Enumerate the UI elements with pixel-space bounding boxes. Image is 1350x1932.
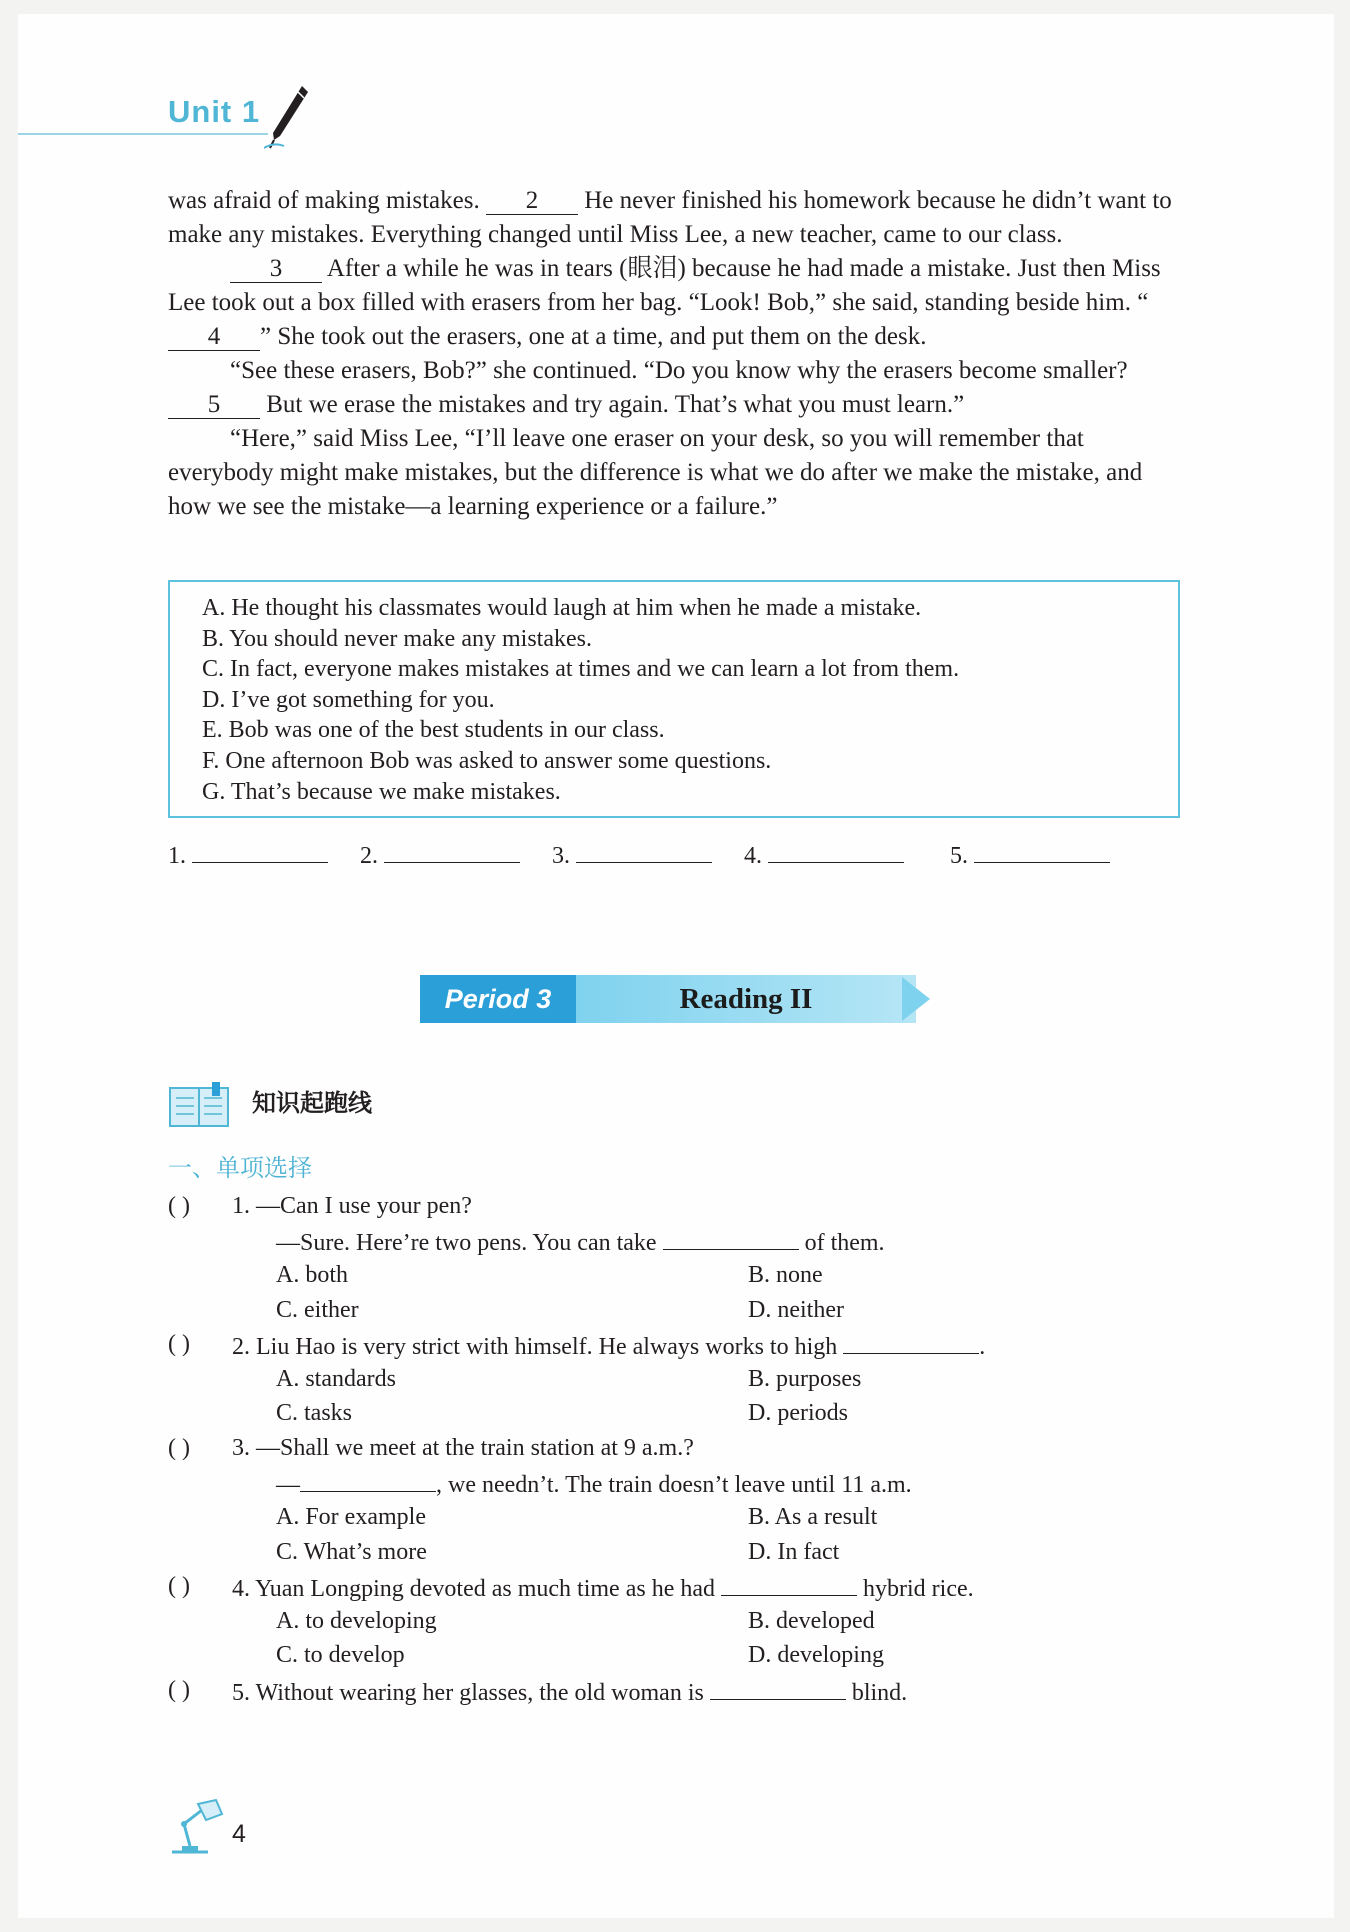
q3-option-d[interactable]: D. In fact bbox=[748, 1539, 840, 1565]
passage-paragraph-1: was afraid of making mistakes. 2 He never finished his homework because he didn’t want to make any mistakes. Everything changed until Miss Lee, a new teacher, came to our class. bbox=[168, 187, 1172, 248]
q5-blank[interactable] bbox=[710, 1677, 846, 1700]
q2-option-c[interactable]: C. tasks bbox=[276, 1400, 353, 1426]
answer-4: 4. bbox=[744, 840, 904, 870]
section-heading: 知识起跑线 bbox=[252, 1089, 372, 1117]
period-title: Reading II bbox=[576, 975, 916, 1023]
q1-option-b[interactable]: B. none bbox=[748, 1262, 823, 1288]
blank-5[interactable]: 5 bbox=[168, 392, 260, 419]
q2-option-a[interactable]: A. standards bbox=[276, 1366, 396, 1392]
answer-2-line[interactable] bbox=[384, 840, 520, 863]
passage-paragraph-4: “Here,” said Miss Lee, “I’ll leave one eraser on your desk, so you will remember that everybody might make mistakes, but the difference is what we do after we make the mistake, and how we see the mistake—a learning experience or a failure.” bbox=[168, 425, 1143, 520]
option-d: D. I’ve got something for you. bbox=[202, 686, 495, 713]
answer-3: 3. bbox=[552, 840, 712, 870]
answer-5: 5. bbox=[950, 840, 1110, 870]
q1-option-d[interactable]: D. neither bbox=[748, 1297, 844, 1323]
q3-option-c[interactable]: C. What’s more bbox=[276, 1539, 427, 1565]
blank-2[interactable]: 2 bbox=[486, 188, 578, 215]
answer-1-line[interactable] bbox=[192, 840, 328, 863]
option-c: C. In fact, everyone makes mistakes at times and we can learn a lot from them. bbox=[202, 656, 960, 683]
desk-lamp-icon bbox=[168, 1796, 226, 1856]
q5-paren[interactable]: ( ) bbox=[168, 1677, 190, 1703]
q3-option-b[interactable]: B. As a result bbox=[748, 1504, 878, 1530]
open-book-icon bbox=[168, 1080, 234, 1130]
q4-option-d[interactable]: D. developing bbox=[748, 1642, 884, 1668]
q2-option-b[interactable]: B. purposes bbox=[748, 1366, 862, 1392]
passage-paragraph-3: “See these erasers, Bob?” she continued. “Do you know why the erasers become smaller? 5 But we erase the mistakes and try again. That’s what you must learn.” bbox=[168, 354, 1182, 422]
q3-stem: 3. —Shall we meet at the train station at 9 a.m.? bbox=[232, 1435, 694, 1461]
option-b: B. You should never make any mistakes. bbox=[202, 625, 592, 652]
q3-paren[interactable]: ( ) bbox=[168, 1435, 190, 1461]
unit-title: Unit 1 bbox=[168, 94, 261, 129]
answer-4-line[interactable] bbox=[768, 840, 904, 863]
answer-2: 2. bbox=[360, 840, 520, 870]
q1-paren[interactable]: ( ) bbox=[168, 1193, 190, 1219]
q2-option-d[interactable]: D. periods bbox=[748, 1400, 848, 1426]
q3-blank[interactable] bbox=[300, 1469, 436, 1492]
q2-stem: 2. Liu Hao is very strict with himself. He always works to high . bbox=[232, 1331, 985, 1361]
answer-3-line[interactable] bbox=[576, 840, 712, 863]
q3-option-a[interactable]: A. For example bbox=[276, 1504, 426, 1530]
q2-paren[interactable]: ( ) bbox=[168, 1331, 190, 1357]
answer-1: 1. bbox=[168, 840, 328, 870]
q4-option-a[interactable]: A. to developing bbox=[276, 1608, 437, 1634]
option-e: E. Bob was one of the best students in our class. bbox=[202, 717, 665, 744]
answer-5-line[interactable] bbox=[974, 840, 1110, 863]
section-subheading: 一、单项选择 bbox=[168, 1154, 312, 1182]
q5-stem: 5. Without wearing her glasses, the old woman is blind. bbox=[232, 1677, 907, 1707]
q1-stem-2: —Sure. Here’re two pens. You can take of them. bbox=[276, 1227, 885, 1257]
q1-option-a[interactable]: A. both bbox=[276, 1262, 348, 1288]
option-g: G. That’s because we make mistakes. bbox=[202, 778, 561, 805]
q4-stem: 4. Yuan Longping devoted as much time as he had hybrid rice. bbox=[232, 1573, 974, 1603]
q4-paren[interactable]: ( ) bbox=[168, 1573, 190, 1599]
option-a: A. He thought his classmates would laugh at him when he made a mistake. bbox=[202, 595, 922, 621]
option-f: F. One afternoon Bob was asked to answer some questions. bbox=[202, 747, 772, 774]
period-banner bbox=[420, 975, 930, 1023]
q1-option-c[interactable]: C. either bbox=[276, 1297, 359, 1323]
q1-blank[interactable] bbox=[663, 1227, 799, 1250]
q4-option-c[interactable]: C. to develop bbox=[276, 1642, 405, 1668]
pen-icon bbox=[264, 84, 310, 150]
arrow-right-icon bbox=[902, 977, 930, 1021]
options-box bbox=[168, 580, 1180, 818]
passage bbox=[168, 184, 1182, 524]
passage-paragraph-2: 3 After a while he was in tears (眼泪) because he had made a mistake. Just then Miss Lee took out a box filled with erasers from her bag. “Look! Bob,” she said, standing beside him. “4 ” She took out the erasers, one at a time, and put them on the desk. bbox=[168, 255, 1161, 350]
q4-option-b[interactable]: B. developed bbox=[748, 1608, 875, 1634]
period-label: Period 3 bbox=[420, 975, 576, 1023]
page-number: 4 bbox=[232, 1820, 246, 1848]
q3-stem-2: — , we needn’t. The train doesn’t leave until 11 a.m. bbox=[276, 1469, 912, 1499]
q1-stem: 1. —Can I use your pen? bbox=[232, 1193, 472, 1219]
blank-3[interactable]: 3 bbox=[230, 256, 322, 283]
q2-blank[interactable] bbox=[843, 1331, 979, 1354]
header-rule bbox=[18, 133, 268, 135]
q4-blank[interactable] bbox=[721, 1573, 857, 1596]
blank-4[interactable]: 4 bbox=[168, 324, 260, 351]
